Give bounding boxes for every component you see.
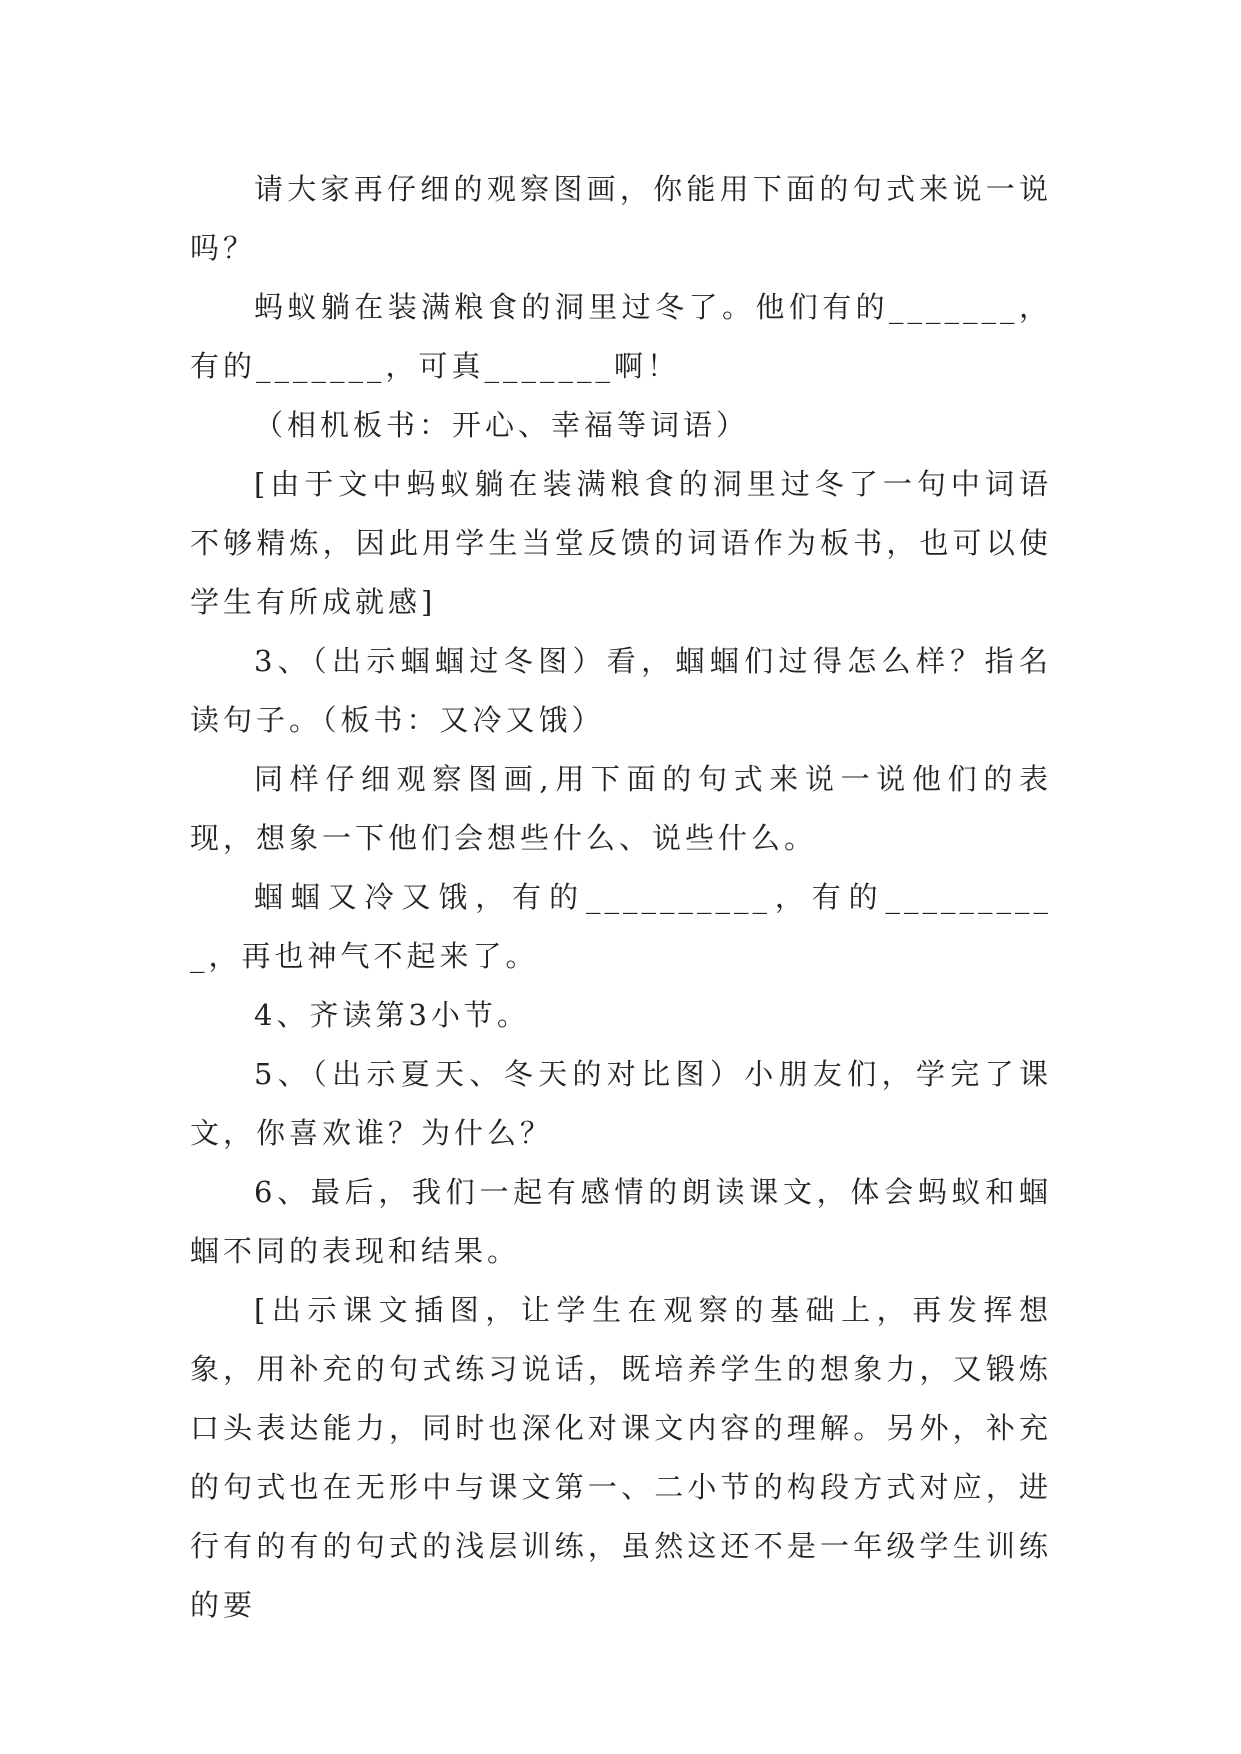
paragraph-ant-sentence: 蚂蚁躺在装满粮食的洞里过冬了。他们有的_______，有的_______，可真_______啊！ xyxy=(190,290,1052,383)
paragraph-final-comment: [出示课文插图，让学生在观察的基础上，再发挥想象，用补充的句式练习说话，既培养学生的想象力，又锻炼口头表达能力，同时也深化对课文内容的理解。另外，补充的句式也在无形中与课文第一、二小节的构段方式对应，进行有的有的句式的浅层训练，虽然这还不是一年级学生训练的要 xyxy=(190,1293,1052,1622)
paragraph-cricket-sentence: 蝈蝈又冷又饿，有的__________，有的__________，再也神气不起来了。 xyxy=(190,880,1052,973)
paragraph-prompt: 请大家再仔细的观察图画，你能用下面的句式来说一说吗？ xyxy=(190,172,1052,265)
paragraph-board-note: （相机板书：开心、幸福等词语） xyxy=(254,408,750,442)
paragraph-step-3: 3、（出示蝈蝈过冬图）看，蝈蝈们过得怎么样？指名读句子。（板书：又冷又饿） xyxy=(190,644,1052,737)
document-body xyxy=(190,160,1052,1635)
paragraph-observe: 同样仔细观察图画,用下面的句式来说一说他们的表现，想象一下他们会想些什么、说些什么。 xyxy=(190,762,1052,855)
paragraph-ant-comment: [由于文中蚂蚁躺在装满粮食的洞里过冬了一句中词语不够精炼，因此用学生当堂反馈的词语作为板书，也可以使学生有所成就感] xyxy=(190,467,1052,619)
paragraph-step-4: 4、齐读第3小节。 xyxy=(254,998,530,1032)
paragraph-step-5: 5、（出示夏天、冬天的对比图）小朋友们，学完了课文，你喜欢谁？为什么？ xyxy=(190,1057,1052,1150)
paragraph-step-6: 6、最后，我们一起有感情的朗读课文，体会蚂蚁和蝈蝈不同的表现和结果。 xyxy=(190,1175,1052,1268)
